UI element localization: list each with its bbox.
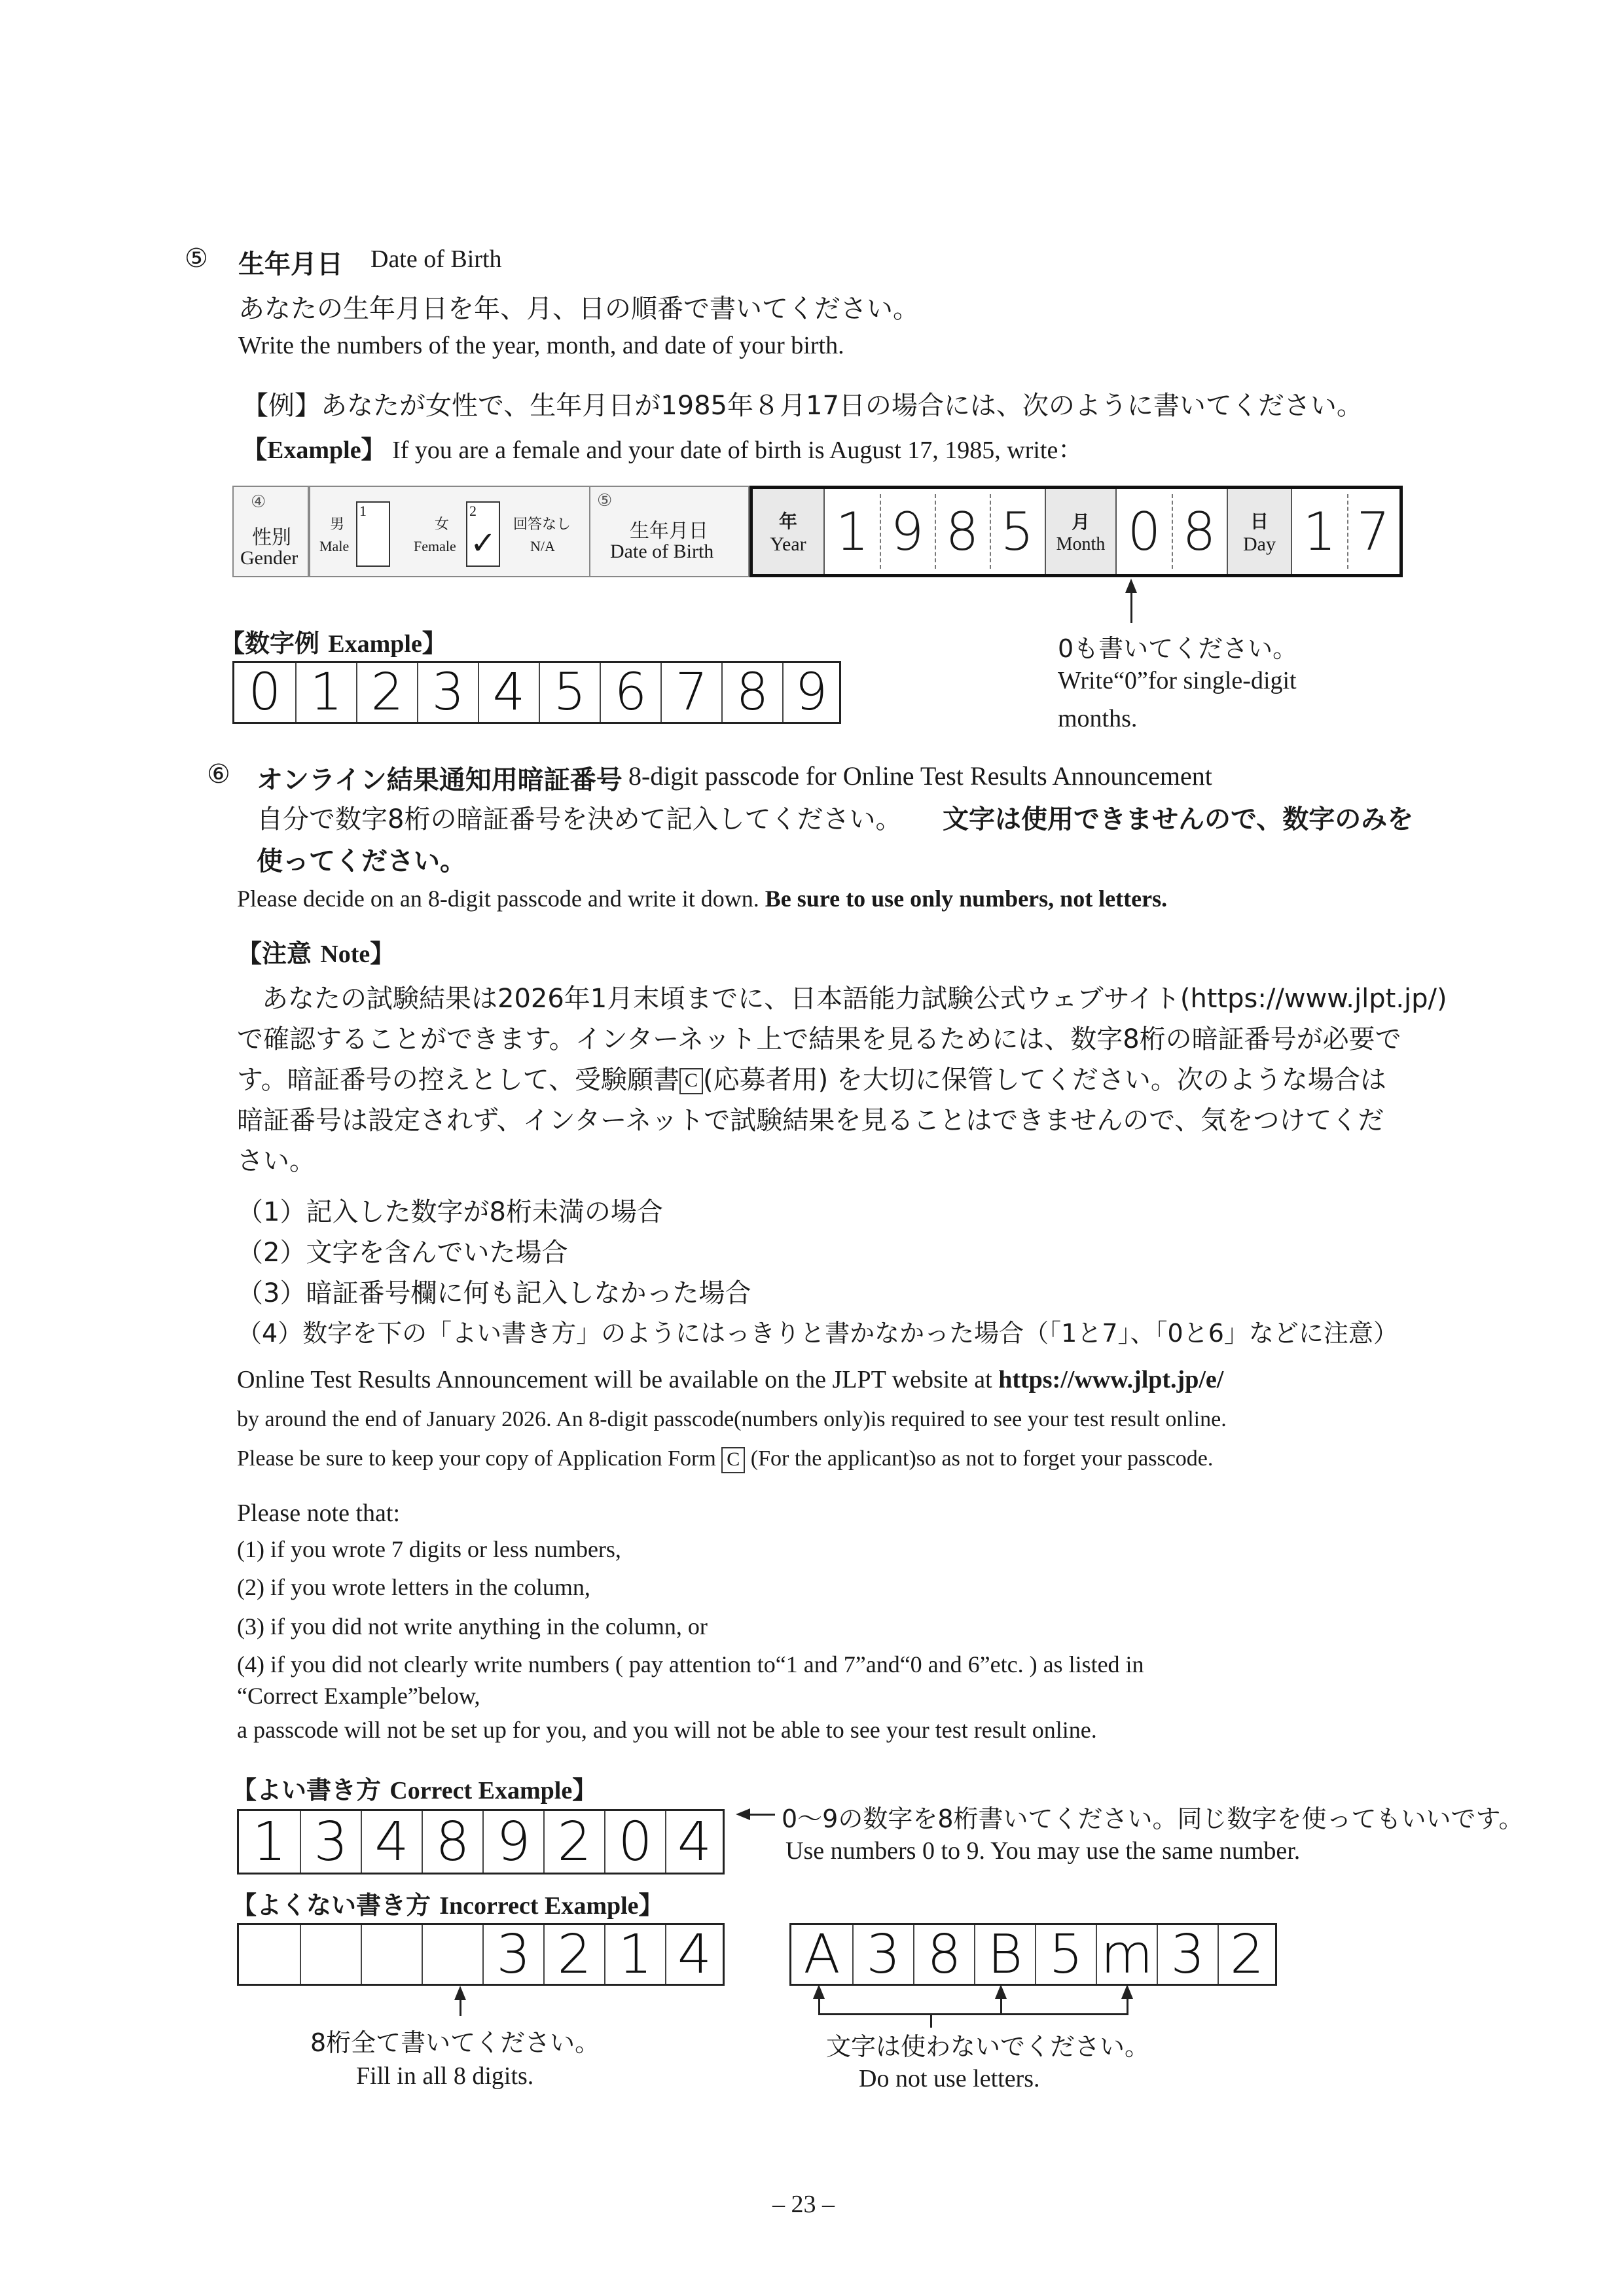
digit-cell: [300, 1925, 361, 1984]
correct-example-grid: [237, 1809, 725, 1874]
opt1-box[interactable]: [356, 501, 390, 567]
incorrect-label-jp: 【よくない書き方: [232, 1891, 431, 1920]
digit-cell: B: [974, 1925, 1035, 1984]
form-c-badge-en: C: [721, 1447, 745, 1473]
digit-cell: 1: [604, 1925, 665, 1984]
en-p2: by around the end of January 2026. An 8-digit passcode(numbers only)is required to see your test result online.: [237, 1407, 1227, 1431]
en-case-3: (3) if you did not write anything in the column, or: [237, 1613, 708, 1640]
digit-cell: 2: [356, 663, 417, 722]
note-p5: さい。: [237, 1146, 316, 1176]
digit-cell: 1: [252, 1810, 287, 1873]
year-jp: 年: [778, 511, 797, 532]
correct-arrow-line: [746, 1814, 775, 1816]
incorrect-label: [232, 1885, 664, 1921]
gender-num: ④: [251, 492, 266, 512]
arrow-up-icon: [813, 1984, 825, 1999]
section6-title-jp: オンライン結果通知用暗証番号: [257, 765, 623, 795]
gender-label-cell: [232, 486, 309, 577]
opt1-jp: 男: [330, 516, 345, 533]
note-p3: [237, 1059, 1386, 1096]
section5-example-en: [242, 429, 1083, 465]
correct-label-jp: 【よい書き方: [232, 1776, 382, 1804]
bracket-tick: [1127, 1996, 1128, 2015]
digit-cell: 0: [604, 1811, 665, 1873]
digit-cell: 3: [482, 1925, 543, 1984]
year-digit-3[interactable]: 8: [945, 501, 979, 562]
digit-cell: 3: [852, 1925, 913, 1984]
example-text: If you are a female and your date of birth is August 17, 1985, write：: [392, 437, 1083, 464]
incorrect2-note-en: Do not use letters.: [859, 2065, 1040, 2092]
en-p3a: Please be sure to keep your copy of Application Form: [237, 1446, 722, 1471]
dob-num: ⑤: [597, 491, 613, 511]
opt3-en: N/A: [530, 538, 555, 554]
digit-cell: 3: [300, 1811, 361, 1873]
digit-example-grid: [232, 661, 841, 724]
correct-label-en: Correct Example】: [389, 1777, 598, 1804]
incorrect-example-grid-1: [237, 1923, 725, 1986]
year-digit-2[interactable]: 9: [890, 501, 924, 562]
section5-title-jp: 生年月日: [238, 249, 343, 279]
gender-jp: 性別: [252, 526, 291, 549]
digit-example-label: [220, 623, 447, 659]
check-mark-icon: ✓: [470, 525, 497, 562]
instr-en-bold: Be sure to use only numbers, not letters.: [765, 886, 1168, 912]
en-p1: [237, 1365, 1223, 1394]
digit-cell: 5: [539, 663, 600, 722]
arrow-up-icon: [454, 1986, 466, 2000]
digit-cell: 4: [478, 663, 539, 722]
digit-cell: 6: [600, 663, 660, 722]
incorrect1-note-jp: 8桁全て書いてください。: [310, 2028, 600, 2057]
digit-cell: 2: [543, 1925, 604, 1984]
section5-instruction-en: Write the numbers of the year, month, and date of your birth.: [238, 332, 844, 359]
dob-label-cell: [589, 486, 749, 577]
note-p1: あなたの試験結果は2026年1月末頃までに、日本語能力試験公式ウェブサイト(https://www.jlpt.jp/): [262, 984, 1447, 1014]
page-number: – 23 –: [772, 2191, 835, 2218]
section5-example-jp: 【例】あなたが女性で、生年月日が1985年８月17日の場合には、次のように書いてください。: [242, 391, 1363, 421]
incorrect-label-en: Incorrect Example】: [439, 1892, 664, 1920]
arrow-up-icon: [1121, 1984, 1133, 1999]
digit-cell: 4: [665, 1925, 723, 1984]
month-en: Month: [1056, 534, 1106, 554]
bracket-stem: [930, 2013, 932, 2028]
digit-cell: 9: [482, 1811, 543, 1873]
opt1-en: Male: [319, 538, 350, 554]
note-p3a: す。暗証番号の控えとして、受験願書: [237, 1065, 679, 1095]
digit-cell: 3: [417, 663, 478, 722]
arrow-up-icon: [1125, 579, 1137, 593]
arrow-up-icon: [995, 1984, 1007, 1999]
section6-instr-jp-bold2: 使ってください。: [257, 846, 466, 876]
correct-note-en: Use numbers 0 to 9. You may use the same number.: [785, 1837, 1301, 1865]
digit-cell: 4: [665, 1811, 723, 1873]
arrow-left-icon: [736, 1808, 750, 1820]
zero-note-jp: 0も書いてください。: [1058, 634, 1298, 663]
digit-cell: 4: [361, 1811, 422, 1873]
digit-cell: A: [803, 1923, 840, 1986]
note-p2: で確認することができます。インターネット上で結果を見るためには、数字8桁の暗証番号が必要で: [237, 1024, 1401, 1054]
zero-note-en1: Write“0”for single-digit: [1058, 667, 1297, 694]
incorrect1-arrow-line: [460, 1998, 461, 2016]
opt1-num: 1: [359, 503, 367, 519]
case-jp-1: （1）記入した数字が8桁未満の場合: [237, 1197, 663, 1227]
month-jp: 月: [1071, 511, 1090, 533]
note-label: [237, 933, 395, 969]
section5-number: ⑤: [185, 243, 208, 274]
day-label: [1227, 489, 1292, 574]
example-label: 【Example】: [242, 437, 386, 464]
month-arrow-line: [1130, 590, 1132, 623]
note-label-jp: 【注意: [237, 939, 312, 968]
case-jp-4: （4）数字を下の「よい書き方」のようにはっきりと書かなかった場合（「1と7」、「0と6」などに注意）: [237, 1319, 1398, 1348]
incorrect-example-grid-2: [789, 1923, 1277, 1986]
digit-cell: m: [1096, 1925, 1157, 1984]
letters-bracket-line: [818, 2013, 1128, 2015]
opt3-jp: 回答なし: [513, 516, 571, 533]
dob-en: Date of Birth: [610, 541, 714, 562]
en-p1a: Online Test Results Announcement will be available on the JLPT website at: [237, 1366, 999, 1393]
incorrect1-note-en: Fill in all 8 digits.: [356, 2062, 534, 2090]
digit-cell: 3: [1157, 1925, 1218, 1984]
digit-cell: [422, 1925, 482, 1984]
day-jp: 日: [1250, 511, 1269, 532]
digit-cell: 9: [782, 663, 839, 722]
digit-cell: 5: [1035, 1925, 1096, 1984]
section5-title-en: Date of Birth: [370, 245, 502, 273]
bracket-tick: [1000, 1996, 1002, 2015]
en-case-6: a passcode will not be set up for you, and you will not be able to see your test result online.: [237, 1717, 1097, 1743]
instr-en-normal: Please decide on an 8-digit passcode and write it down.: [237, 886, 759, 912]
dob-jp: 生年月日: [630, 520, 708, 543]
en-case-1: (1) if you wrote 7 digits or less numbers,: [237, 1536, 621, 1562]
month-label: [1045, 489, 1117, 574]
en-case-5: “Correct Example”below,: [237, 1683, 480, 1709]
day-en: Day: [1243, 533, 1276, 555]
incorrect2-note-jp: 文字は使わないでください。: [826, 2032, 1150, 2061]
bracket-tick: [818, 1996, 820, 2015]
section6-instr-jp-bold: 文字は使用できませんので、数字のみを: [943, 804, 1414, 834]
year-en: Year: [770, 533, 806, 555]
opt2-num: 2: [469, 503, 477, 519]
digit-cell: [239, 1925, 300, 1984]
en-p3b: (For the applicant)so as not to forget your passcode.: [745, 1446, 1214, 1471]
year-digit-1[interactable]: 1: [835, 501, 869, 562]
dob-example-form: [232, 486, 1403, 577]
case-jp-3: （3）暗証番号欄に何も記入しなかった場合: [237, 1278, 751, 1308]
please-note: Please note that:: [237, 1499, 401, 1527]
en-case-2: (2) if you wrote letters in the column,: [237, 1574, 590, 1600]
gender-en: Gender: [240, 547, 298, 569]
en-p3: [237, 1446, 1213, 1473]
digit-cell: 0: [248, 663, 281, 722]
year-digit-4[interactable]: 5: [1000, 501, 1034, 562]
correct-label: [232, 1770, 597, 1806]
opt2-en: Female: [414, 538, 456, 554]
digit-example-label-en: Example】: [328, 630, 447, 658]
section6-instr-jp1: 自分で数字8桁の暗証番号を決めて記入してください。: [257, 804, 902, 834]
opt2-box[interactable]: [466, 501, 500, 567]
section6-title-en: 8-digit passcode for Online Test Results Announcement: [628, 761, 1212, 791]
opt2-jp: 女: [435, 516, 450, 533]
jlpt-url-link[interactable]: https://www.jlpt.jp/e/: [998, 1366, 1224, 1393]
month-digit-2[interactable]: 8: [1182, 501, 1216, 562]
month-digit-1[interactable]: 0: [1127, 501, 1161, 562]
case-jp-2: （2）文字を含んでいた場合: [237, 1238, 568, 1268]
digit-cell: 8: [721, 663, 782, 722]
section6-number: ⑥: [207, 759, 230, 789]
digit-cell: 8: [422, 1811, 482, 1873]
form-c-badge: C: [679, 1068, 703, 1094]
section6-instr-en: [237, 885, 1167, 912]
digit-cell: 8: [913, 1925, 974, 1984]
section5-instruction-jp: あなたの生年月日を年、月、日の順番で書いてください。: [238, 294, 919, 324]
digit-cell: [361, 1925, 422, 1984]
year-label: [753, 489, 825, 574]
note-p4: 暗証番号は設定されず、インターネットで試験結果を見ることはできませんので、気をつけてくだ: [237, 1105, 1384, 1136]
digit-cell: 2: [543, 1811, 604, 1873]
digit-example-label-jp: 【数字例: [220, 629, 320, 658]
digit-cell: 1: [295, 663, 356, 722]
note-p3b: (応募者用) を大切に保管してください。次のような場合は: [703, 1065, 1386, 1095]
day-digit-2[interactable]: 7: [1356, 501, 1390, 562]
date-grid: [749, 486, 1403, 577]
day-digit-1[interactable]: 1: [1303, 501, 1337, 562]
correct-note-jp: 0〜9の数字を8桁書いてください。同じ数字を使ってもいいです。: [782, 1804, 1524, 1833]
zero-note-en2: months.: [1058, 705, 1138, 732]
en-case-4: (4) if you did not clearly write numbers ( pay attention to“1 and 7”and“0 and 6”etc. ) as listed in: [237, 1651, 1144, 1677]
digit-cell: 7: [660, 663, 721, 722]
digit-cell: 2: [1218, 1925, 1275, 1984]
note-label-en: Note】: [320, 941, 395, 968]
